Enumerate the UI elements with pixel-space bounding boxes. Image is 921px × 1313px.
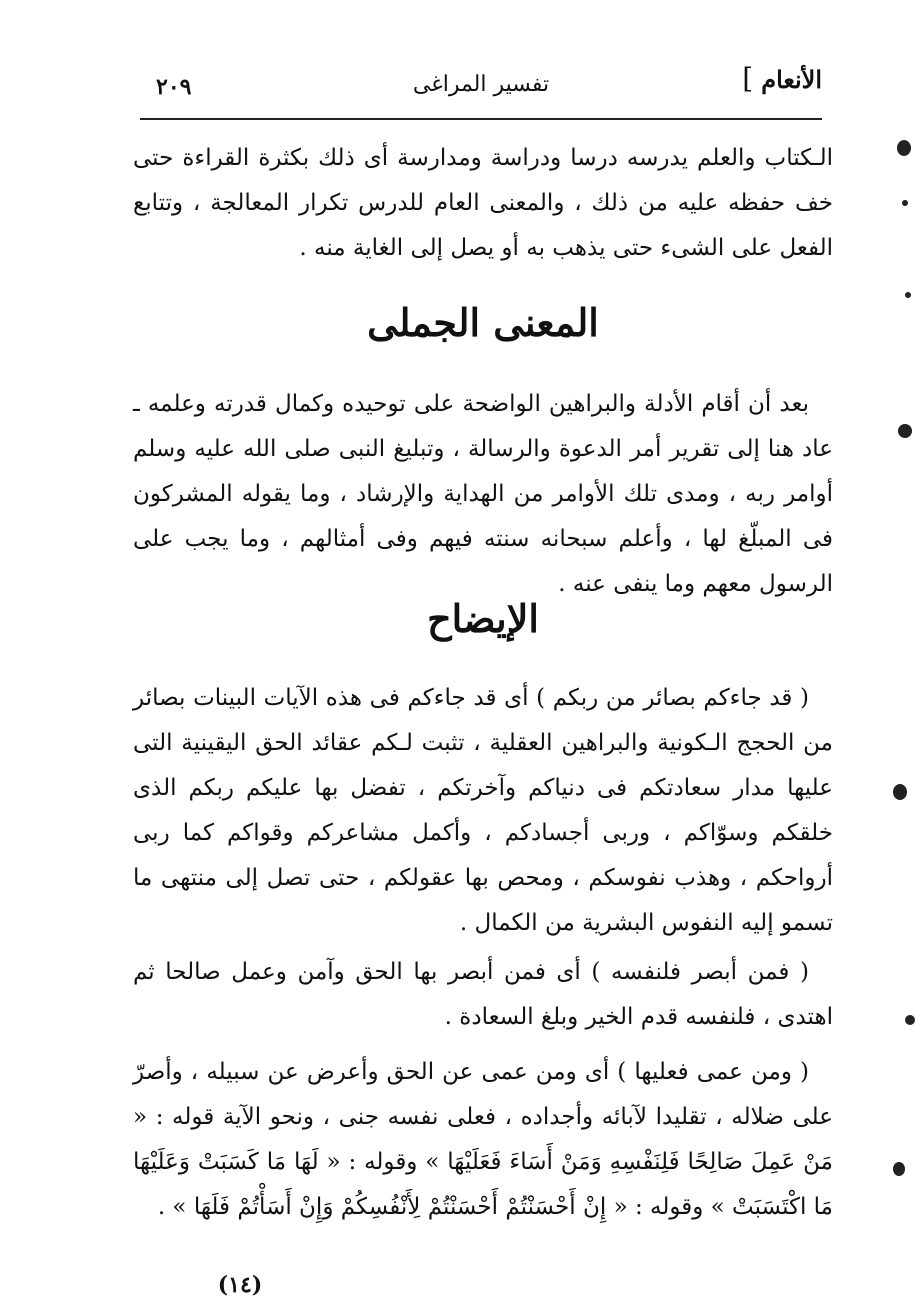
margin-blot (897, 140, 911, 156)
paragraph: الـكتاب والعلم يدرسه درسا ودراسة ومدارسة أى ذلك بكثرة القراءة حتى خف حفظه عليه من ذلك ، والمعنى العام للدرس تكرار المعالجة ، وتتابع الفعل على الشىء حتى يذهب به أو يصل إلى الغاية منه . (133, 145, 833, 261)
margin-blot (905, 292, 911, 298)
page-header (140, 62, 822, 102)
page-number: ٢٠٩ (156, 74, 192, 100)
margin-blot (893, 784, 907, 800)
heading-general-meaning: المعنى الجملى (367, 300, 599, 345)
header-rule (140, 118, 822, 120)
heading-explanation: الإيضاح (427, 596, 539, 641)
intro-text (133, 136, 833, 271)
margin-blot (902, 200, 908, 206)
paragraph: بعد أن أقام الأدلة والبراهين الواضحة على توحيده وكمال قدرته وعلمه ـ عاد هنا إلى تقرير أمر الدعوة والرسالة ، وتبليغ النبى صلى الله عليه وسلم أوامر ربه ، ومدى تلك الأوامر من الهداية والإرشاد ، وما يقوله المشركون فى المبلّغ لها ، وأعلم سبحانه سنته فيهم وفى أمثالهم ، وما يجب على الرسول معهم وما ينفى عنه . (133, 391, 833, 597)
paragraph: ( قد جاءكم بصائر من ربكم ) أى قد جاءكم فى هذه الآيات البينات بصائر من الحجج الـكونية والبراهين العقلية ، تثبت لـكم عقائد الحق اليقينية التى عليها مدار سعادتكم فى دنياكم وآخرتكم ، تفضل بها عليكم ربكم الذى خلقكم وسوّاكم ، وربى أجسادكم ، وأكمل مشاعركم وقواكم كما ربى أرواحكم ، وهذب نفوسكم ، ومحص بها عقولكم ، حتى تصل إلى منتهى ما تسمو إليه النفوس البشرية من الكمال . (133, 685, 833, 936)
paragraph: ( فمن أبصر فلنفسه ) أى فمن أبصر بها الحق وآمن وعمل صالحا ثم اهتدى ، فلنفسه قدم الخير وبلغ السعادة . (133, 959, 833, 1030)
margin-blot (898, 424, 912, 438)
signature-mark: (١٤) (217, 1272, 263, 1298)
margin-blot (893, 1162, 905, 1176)
margin-blot (905, 1015, 915, 1025)
explanation-text (133, 676, 833, 1230)
section-label: الأنعام (761, 65, 822, 94)
general-meaning-text (133, 382, 833, 607)
section-bracket: ] (742, 62, 754, 95)
book-title: تفسير المراغى (412, 72, 550, 97)
paragraph: ( ومن عمى فعليها ) أى ومن عمى عن الحق وأعرض عن سبيله ، وأصرّ على ضلاله ، تقليدا لآبائه وأجداده ، فعلى نفسه جنى ، ونحو الآية قوله : « مَنْ عَمِلَ صَالِحًا فَلِنَفْسِهِ وَمَنْ أَسَاءَ فَعَلَيْهَا » وقوله : « لَهَا مَا كَسَبَتْ وَعَلَيْهَا مَا اكْتَسَبَتْ » وقوله : « إِنْ أَحْسَنْتُمْ أَحْسَنْتُمْ لِأَنْفُسِكُمْ وَإِنْ أَسَأْتُمْ فَلَهَا » . (133, 1059, 833, 1220)
